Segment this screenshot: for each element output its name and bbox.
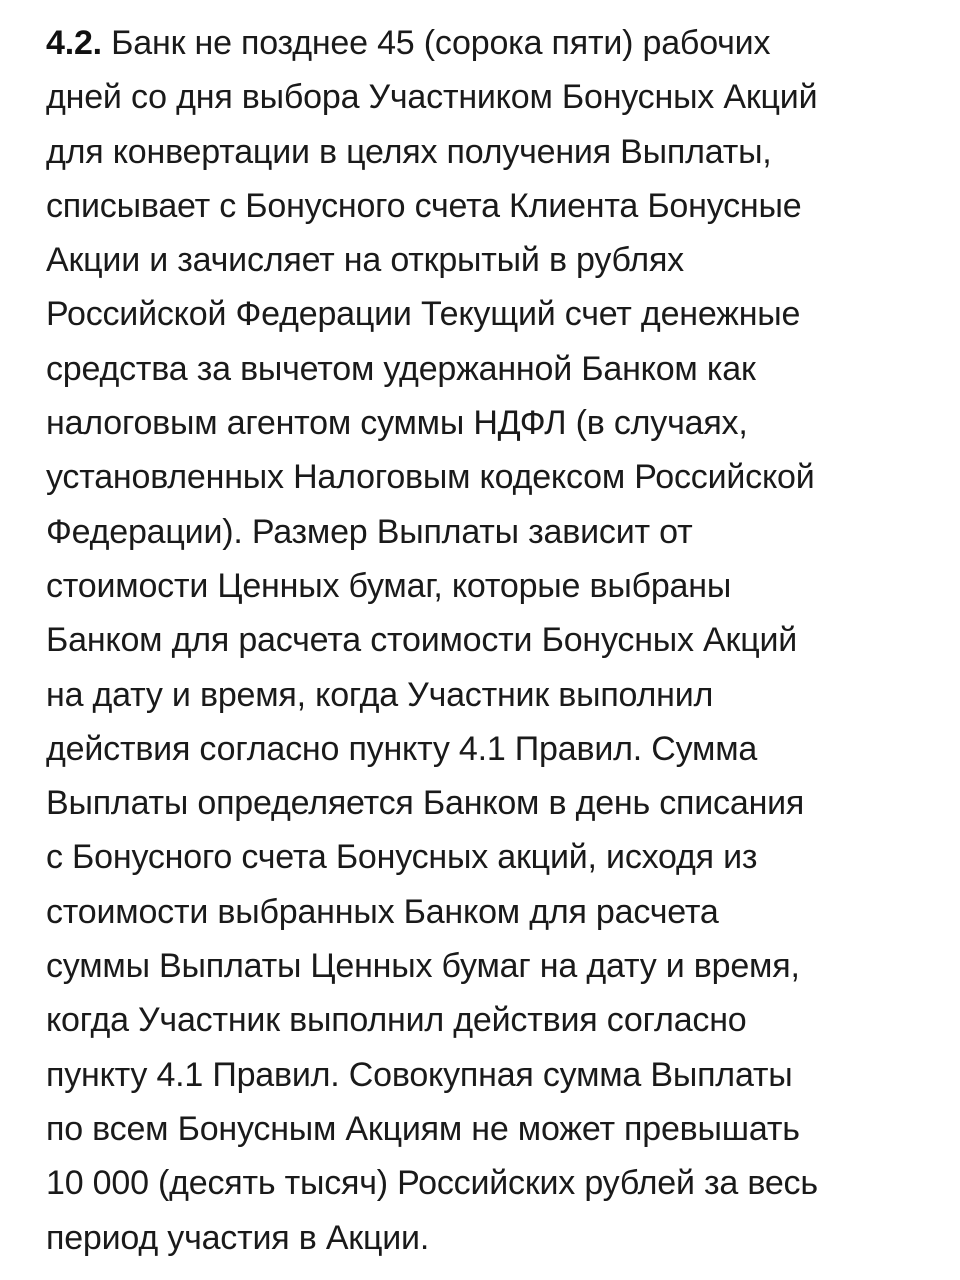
clause-line: Банком для расчета стоимости Бонусных Акций [46, 621, 798, 660]
clause-line: период участия в Акции. [46, 1218, 430, 1257]
clause-line: Федерации). Размер Выплаты зависит от [46, 512, 693, 551]
clause-line: по всем Бонусным Акциям не может превышать [46, 1109, 800, 1148]
clause-line: когда Участник выполнил действия согласно [46, 1001, 747, 1040]
clause-line: для конвертации в целях получения Выплаты, [46, 132, 772, 171]
clause-line: действия согласно пункту 4.1 Правил. Сумма [46, 729, 758, 768]
clause-line: Выплаты определяется Банком в день списания [46, 784, 805, 823]
clause-line: Российской Федерации Текущий счет денежные [46, 295, 801, 334]
clause-line: налоговым агентом суммы НДФЛ (в случаях, [46, 404, 748, 443]
clause-line: с Бонусного счета Бонусных акций, исходя из [46, 838, 758, 877]
clause-number: 4.2. [46, 24, 102, 62]
clause-first-line [46, 16, 946, 70]
clause-line: суммы Выплаты Ценных бумаг на дату и время, [46, 947, 800, 986]
clause-line: стоимости Ценных бумаг, которые выбраны [46, 566, 732, 605]
clause-line: списывает с Бонусного счета Клиента Бонусные [46, 186, 802, 225]
clause-line: пункту 4.1 Правил. Совокупная сумма Выплаты [46, 1055, 793, 1094]
clause-first-line-text: Банк не позднее 45 (сорока пяти) рабочих [101, 24, 771, 62]
clause-line: средства за вычетом удержанной Банком как [46, 349, 756, 388]
clause-line: установленных Налоговым кодексом Российской [46, 458, 815, 497]
clause-line: на дату и время, когда Участник выполнил [46, 675, 714, 714]
clause-line: дней со дня выбора Участником Бонусных Акций [46, 78, 818, 117]
clause-4-2-paragraph [46, 16, 946, 1265]
clause-line: стоимости выбранных Банком для расчета [46, 892, 719, 931]
clause-line: 10 000 (десять тысяч) Российских рублей за весь [46, 1164, 818, 1203]
clause-line: Акции и зачисляет на открытый в рублях [46, 241, 684, 280]
